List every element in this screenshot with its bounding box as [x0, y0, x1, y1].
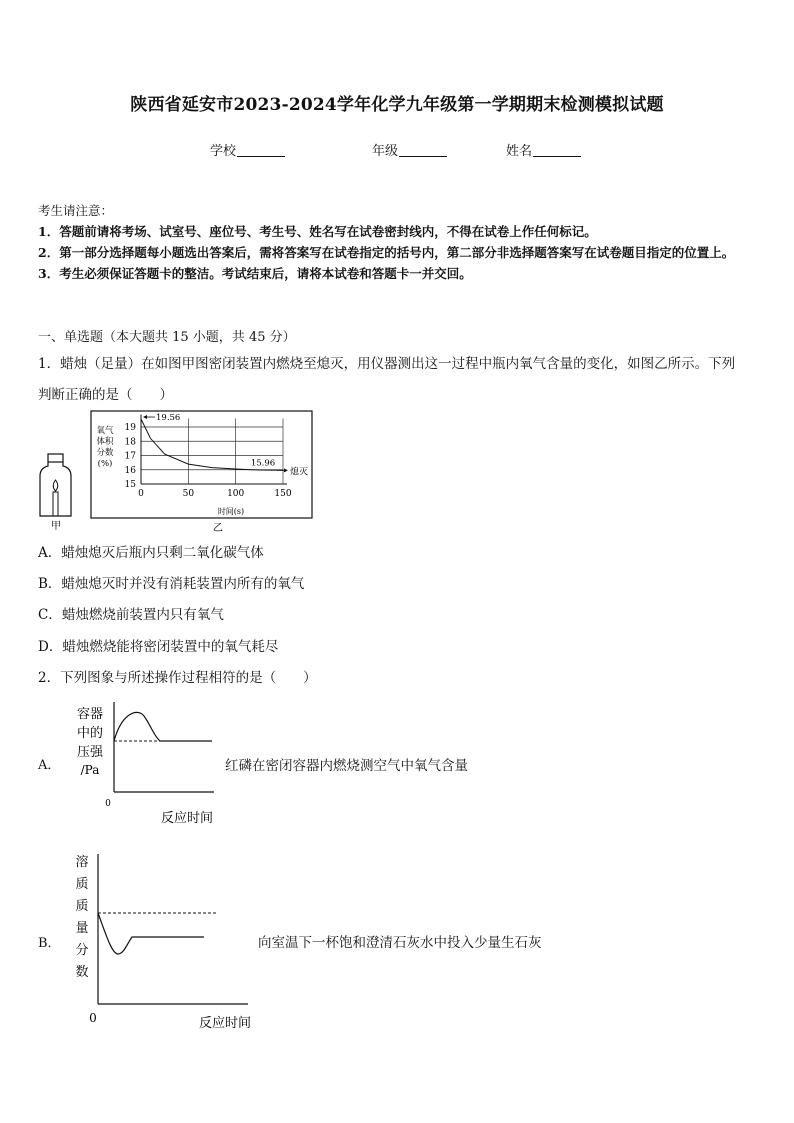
notice-item-3: 3．考生必须保证答题卡的整洁。考试结束后，请将本试卷和答题卡一并交回。 — [38, 266, 472, 281]
q2-b-graph — [68, 850, 258, 1035]
y-label-line-0: 氧气 — [96, 426, 114, 436]
school-blank[interactable] — [237, 143, 285, 157]
q1-option-b[interactable]: B．蜡烛熄灭时并没有消耗装置内所有的氧气 — [38, 576, 305, 592]
q2-b-curve — [98, 913, 204, 954]
q2-option-b-desc: 向室温下一杯饱和澄清石灰水中投入少量生石灰 — [258, 935, 542, 951]
bottle-figure — [36, 452, 76, 532]
q2-b-origin: 0 — [89, 1011, 97, 1025]
q1-stem-line1: 1．蜡烛（足量）在如图甲图密闭装置内燃烧至熄灭，用仪器测出这一过程中瓶内氧气含量的变化，如图乙所示。下列 — [38, 356, 736, 372]
name-blank[interactable] — [533, 143, 581, 157]
y-tick-label-4: 19 — [124, 423, 136, 433]
y-label-line-1: 体积 — [96, 437, 114, 447]
q2-a-curve — [114, 712, 212, 741]
x-tick-label-3: 150 — [274, 489, 292, 499]
annotation-extinguish: 熄灭 — [290, 467, 309, 478]
x-tick-label-1: 50 — [182, 489, 195, 499]
notice-item-2: 2．第一部分选择题每小题选出答案后，需将答案写在试卷指定的括号内，第二部分非选择题答案写在试卷题目指定的位置上。 — [38, 245, 735, 260]
q1-option-d[interactable]: D．蜡烛燃烧能将密闭装置中的氧气耗尽 — [38, 639, 279, 655]
school-field[interactable] — [210, 140, 285, 159]
q1-stem-line2: 判断正确的是（ ） — [38, 387, 173, 403]
candle-icon — [53, 492, 58, 516]
oxygen-chart — [90, 410, 314, 534]
q2-b-ylabel-1: 溶 — [75, 855, 89, 870]
notice-heading: 考生请注意： — [38, 203, 114, 218]
q2-b-ylabel-2: 质 — [75, 877, 89, 892]
q2-option-a-letter[interactable]: A． — [38, 758, 61, 773]
name-label: 姓名 — [506, 144, 533, 159]
y-tick-label-2: 17 — [124, 451, 136, 462]
q2-a-graph — [70, 700, 230, 830]
q2-a-ylabel-1: 容器 — [76, 707, 104, 722]
q2-a-xlabel: 反应时间 — [160, 811, 214, 826]
bottle-body — [40, 462, 71, 516]
section-heading: 一、单选题（本大题共 15 小题，共 45 分） — [38, 330, 296, 345]
flame-icon — [53, 480, 58, 491]
y-tick-label-0: 15 — [124, 480, 136, 490]
q2-b-ylabel-5: 分 — [75, 943, 89, 958]
q2-b-xlabel: 反应时间 — [198, 1016, 252, 1031]
y-label-line-3: (%) — [97, 459, 113, 469]
page-title: 陕西省延安市2023-2024学年化学九年级第一学期期末检测模拟试题 — [130, 95, 664, 115]
q2-a-ylabel-2: 中的 — [76, 726, 104, 741]
bottle-cap — [48, 454, 63, 462]
y-label-line-2: 分数 — [96, 448, 114, 458]
q2-stem: 2．下列图象与所述操作过程相符的是（ ） — [38, 670, 317, 686]
notice-block — [38, 200, 760, 284]
q2-a-origin: 0 — [105, 799, 111, 809]
grade-label: 年级 — [372, 144, 399, 159]
grade-blank[interactable] — [399, 143, 447, 157]
name-field[interactable] — [506, 140, 581, 159]
y-tick-label-1: 16 — [124, 465, 136, 476]
q2-b-ylabel-4: 量 — [75, 921, 89, 936]
q2-a-ylabel-4: /Pa — [80, 763, 100, 777]
q2-b-ylabel-6: 数 — [75, 965, 89, 980]
annotation-start-value: 19.56 — [156, 413, 181, 424]
annotation-end-value: 15.96 — [250, 458, 276, 469]
chart-x-label: 时间(s) — [217, 507, 245, 516]
q2-option-a-desc: 红磷在密闭容器内燃烧测空气中氧气含量 — [225, 758, 468, 774]
q1-option-a[interactable]: A．蜡烛熄灭后瓶内只剩二氧化碳气体 — [38, 545, 264, 561]
notice-item-1: 1．答题前请将考场、试室号、座位号、考生号、姓名写在试卷密封线内，不得在试卷上作任何标记。 — [38, 224, 597, 239]
x-tick-label-2: 100 — [227, 489, 245, 499]
y-tick-label-3: 18 — [124, 437, 136, 448]
q2-b-ylabel-3: 质 — [75, 899, 89, 914]
grade-field[interactable] — [372, 140, 447, 159]
q1-option-c[interactable]: C．蜡烛燃烧前装置内只有氧气 — [38, 607, 224, 623]
label-yi: 乙 — [213, 523, 223, 534]
x-tick-label-0: 0 — [138, 489, 144, 499]
school-label: 学校 — [210, 144, 237, 159]
q2-option-b-letter[interactable]: B． — [38, 936, 61, 951]
label-jia: 甲 — [51, 521, 61, 532]
q2-a-ylabel-3: 压强 — [76, 745, 104, 760]
